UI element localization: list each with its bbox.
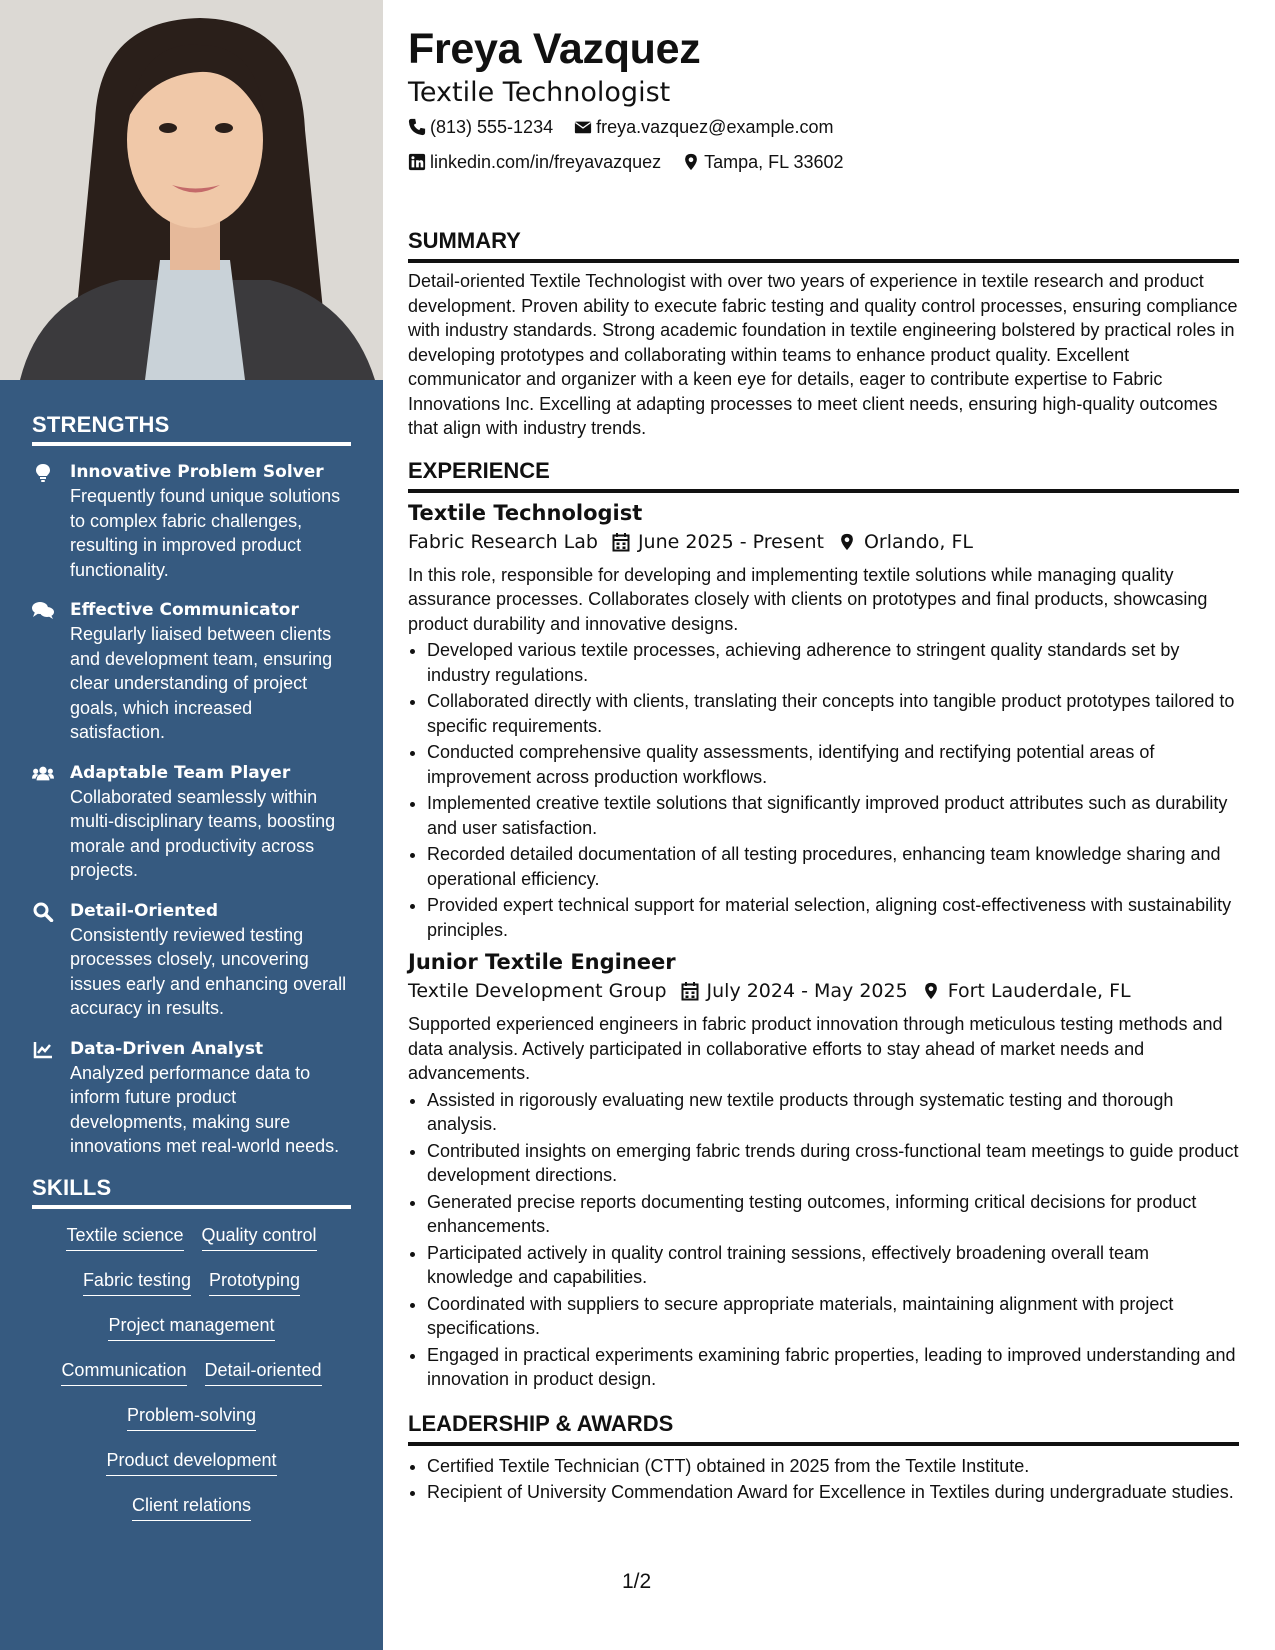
strength-desc: Frequently found unique solutions to complex fabric challenges, resulting in improved product functionality. [70, 486, 341, 580]
skill-tag: Quality control [202, 1223, 317, 1251]
strength-title: Effective Communicator [70, 600, 299, 620]
skill-tag: Detail-oriented [205, 1358, 322, 1386]
job-description: Supported experienced engineers in fabric product innovation through meticulous testing methods and data analysis. Actively participated in collaborative efforts to stay ahead of market needs and advancements. [408, 1014, 1223, 1083]
job-title: Textile Technologist [408, 500, 643, 525]
list-item: • Conducted comprehensive quality assessments, identifying and rectifying potential areas of improvement across production workflows. [427, 740, 1239, 789]
list-item: • Recipient of University Commendation Award for Excellence in Textiles during undergraduate studies. [427, 1480, 1239, 1505]
skills-list [32, 1223, 351, 1538]
company-name: Fabric Research Lab [408, 530, 598, 553]
strength-desc: Collaborated seamlessly within multi-disciplinary teams, boosting morale and productivity across projects. [70, 786, 336, 880]
linkedin-link[interactable]: linkedin.com/in/freyavazquez [430, 152, 662, 172]
strength-title: Detail-Oriented [70, 900, 219, 921]
leadership-list [408, 1454, 1239, 1505]
list-item: • Participated actively in quality control training sessions, effectively broadening overall team knowledge and capabilities. [427, 1241, 1239, 1290]
location-pin-icon [838, 532, 856, 552]
calendar-icon [681, 981, 699, 1001]
list-item: • Recorded detailed documentation of all testing procedures, enhancing team knowledge sharing and operational efficiency. [427, 842, 1239, 891]
page-number: 1/2 [622, 1570, 652, 1593]
strength-desc: Regularly liaised between clients and development team, ensuring clear understanding of project goals, which increased satisfaction. [70, 624, 333, 742]
job-bullets [408, 1088, 1239, 1392]
skill-tag: Textile science [66, 1223, 183, 1251]
phone-icon [408, 118, 426, 136]
email-link[interactable]: freya.vazquez@example.com [596, 117, 834, 137]
candidate-name: Freya Vazquez [408, 25, 701, 73]
list-item: • Coordinated with suppliers to secure appropriate materials, maintaining alignment with project specifications. [427, 1292, 1239, 1341]
location-pin-icon [922, 981, 940, 1001]
list-item: • Collaborated directly with clients, translating their concepts into tangible product prototypes tailored to specific requirements. [427, 689, 1239, 738]
job-title-heading: Textile Technologist [408, 77, 671, 108]
list-item: • Implemented creative textile solutions that significantly improved product attributes such as durability and user satisfaction. [427, 791, 1239, 840]
job-location: Fort Lauderdale, FL [947, 980, 1131, 1002]
skill-tag: Communication [61, 1358, 186, 1386]
skill-tag: Project management [108, 1313, 274, 1341]
job-dates: June 2025 - Present [637, 530, 824, 553]
skill-tag: Prototyping [209, 1268, 300, 1296]
lightbulb-icon [32, 463, 54, 483]
job-location: Orlando, FL [863, 530, 973, 553]
job-description: In this role, responsible for developing and implementing textile solutions while managing quality assurance processes. Collaborates closely with clients on prototypes and final products, showcasing product durability and innovative designs. [408, 564, 1208, 634]
skill-tag: Fabric testing [83, 1268, 191, 1296]
contact-info [408, 111, 1239, 181]
summary-text: Detail-oriented Textile Technologist with over two years of experience in textile research and product development. Proven ability to execute fabric testing and quality control processes, ensuring compliance with industry standards. Strong academic foundation in textile engineering bolstered by practical roles in developing prototypes and collaborating within teams to enhance product quality. Excellent communicator and organizer with a keen eye for details, eager to contribute expertise to Fabric Innovations Inc. Excelling at adapting processes to meet client needs, ensuring high-quality outcomes that align with industry trends. [408, 271, 1238, 438]
skill-tag: Client relations [132, 1493, 251, 1521]
calendar-icon [612, 532, 630, 552]
job-dates: July 2024 - May 2025 [706, 980, 908, 1002]
main-content [408, 22, 1239, 1507]
phone-number[interactable]: (813) 555-1234 [430, 117, 554, 137]
job-entry [408, 499, 1239, 943]
location-text: Tampa, FL 33602 [704, 152, 844, 172]
list-item: • Contributed insights on emerging fabric trends during cross-functional team meetings to guide product development directions. [427, 1139, 1239, 1188]
job-meta [408, 976, 1239, 1006]
sidebar [0, 0, 383, 1650]
strength-desc: Analyzed performance data to inform future product developments, making sure innovations met real-world needs. [70, 1062, 340, 1156]
skill-tag: Problem-solving [127, 1403, 256, 1431]
strength-item [32, 598, 351, 745]
strength-title: Innovative Problem Solver [70, 462, 324, 482]
comments-icon [32, 601, 54, 621]
list-item: • Generated precise reports documenting testing outcomes, informing critical decisions for product enhancements. [427, 1190, 1239, 1239]
profile-photo [0, 0, 383, 380]
strengths-heading: STRENGTHS [32, 412, 351, 446]
job-title: Junior Textile Engineer [408, 950, 676, 974]
strength-title: Data-Driven Analyst [70, 1038, 264, 1059]
list-item: • Provided expert technical support for material selection, aligning cost-effectiveness with sustainability principles. [427, 893, 1239, 942]
strength-item [32, 899, 351, 1021]
list-item: • Assisted in rigorously evaluating new textile products through systematic testing and thorough analysis. [427, 1088, 1239, 1137]
summary-heading: SUMMARY [408, 227, 1239, 263]
strength-item [32, 1037, 351, 1159]
linkedin-icon [408, 153, 426, 171]
strength-title: Adaptable Team Player [70, 762, 291, 783]
search-icon [32, 902, 54, 922]
envelope-icon [574, 118, 592, 136]
skills-heading: SKILLS [32, 1175, 351, 1209]
strength-item [32, 761, 351, 883]
job-bullets [408, 638, 1239, 942]
list-item: • Engaged in practical experiments examining fabric properties, leading to improved understanding and innovation in product design. [427, 1343, 1239, 1392]
strength-item [32, 460, 351, 582]
location-pin-icon [682, 153, 700, 171]
list-item: • Developed various textile processes, achieving adherence to stringent quality standards set by industry regulations. [427, 638, 1239, 687]
job-meta [408, 527, 1239, 557]
list-item: • Certified Textile Technician (CTT) obtained in 2025 from the Textile Institute. [427, 1454, 1239, 1479]
users-icon [32, 764, 54, 784]
leadership-heading: LEADERSHIP & AWARDS [408, 1410, 1239, 1446]
company-name: Textile Development Group [408, 980, 667, 1002]
chart-line-icon [32, 1040, 54, 1060]
strength-desc: Consistently reviewed testing processes closely, uncovering issues early and enhancing overall accuracy in results. [70, 924, 347, 1018]
job-entry [408, 948, 1239, 1392]
skill-tag: Product development [106, 1448, 276, 1476]
experience-heading: EXPERIENCE [408, 457, 1239, 493]
